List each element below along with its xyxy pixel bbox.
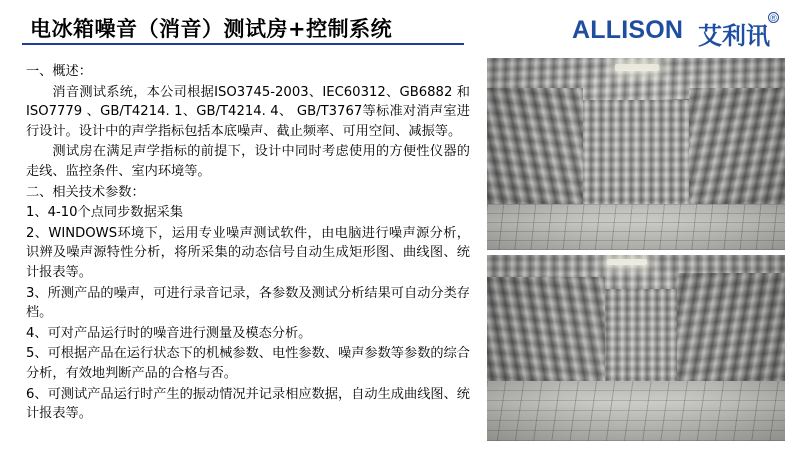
anechoic-chamber-photo-top bbox=[487, 58, 785, 250]
section-heading-overview: 一、概述： bbox=[26, 64, 92, 79]
photo-top-scene bbox=[487, 58, 785, 250]
slide-header bbox=[0, 0, 800, 56]
ceiling-light bbox=[615, 64, 659, 71]
parameter-item-6: 6、可测试产品运行时产生的振动情况并记录相应数据，自动生成曲线图、统计报表等。 bbox=[26, 386, 470, 422]
logo-latin-text: ALLISON bbox=[572, 16, 684, 44]
content-text-block bbox=[26, 62, 470, 425]
back-wall-wedges bbox=[591, 289, 687, 385]
parameter-item-5: 5、可根据产品在运行状态下的机械参数、电性参数、噪声参数等参数的综合分析，有效地判断产品的合格与否。 bbox=[26, 346, 470, 381]
section-heading-parameters: 二、相关技术参数： bbox=[26, 184, 145, 200]
company-logo bbox=[572, 13, 786, 50]
ceiling-light bbox=[607, 259, 647, 265]
page-title-box bbox=[22, 12, 464, 45]
grid-floor-lines bbox=[487, 204, 785, 250]
photo-bottom-scene bbox=[487, 255, 785, 441]
page-title: 电冰箱噪音（消音）测试房+控制系统 bbox=[30, 17, 393, 41]
logo-chinese-text: 艾利讯 bbox=[698, 22, 770, 50]
back-wall-wedges bbox=[575, 100, 699, 216]
right-wall-wedges bbox=[677, 273, 785, 395]
paragraph-overview-2: 测试房在满足声学指标的前提下，设计中同时考虑使用的方便性仪器的走线、监控条件、室内环境等。 bbox=[26, 144, 470, 179]
parameter-item-4: 4、可对产品运行时的噪音进行测量及模态分析。 bbox=[26, 325, 312, 341]
parameter-item-3: 3、所测产品的噪声，可进行录音记录，各参数及测试分析结果可自动分类存档。 bbox=[26, 285, 470, 321]
left-wall-wedges bbox=[487, 277, 605, 395]
anechoic-chamber-photo-bottom bbox=[487, 255, 785, 441]
parameter-item-1: 1、4-10个点同步数据采集 bbox=[26, 205, 184, 221]
paragraph-overview-1: 消音测试系统，本公司根据ISO3745-2003、IEC60312、GB6882 和ISO7779 、GB/T4214. 1、GB/T4214. 4、 GB/T3767等标准对消声室进行设计。设计中的声学指标包括本底噪声、截止频率、可用空间、减振等。 bbox=[26, 84, 470, 139]
grid-floor-lines bbox=[487, 381, 785, 441]
parameter-item-2: 2、WINDOWS环境下，运用专业噪声测试软件，由电脑进行噪声源分析，识辨及噪声源特性分析，将所采集的动态信号自动生成矩形图、曲线图、统计报表等。 bbox=[26, 225, 470, 280]
registered-trademark-icon: ® bbox=[768, 12, 779, 23]
